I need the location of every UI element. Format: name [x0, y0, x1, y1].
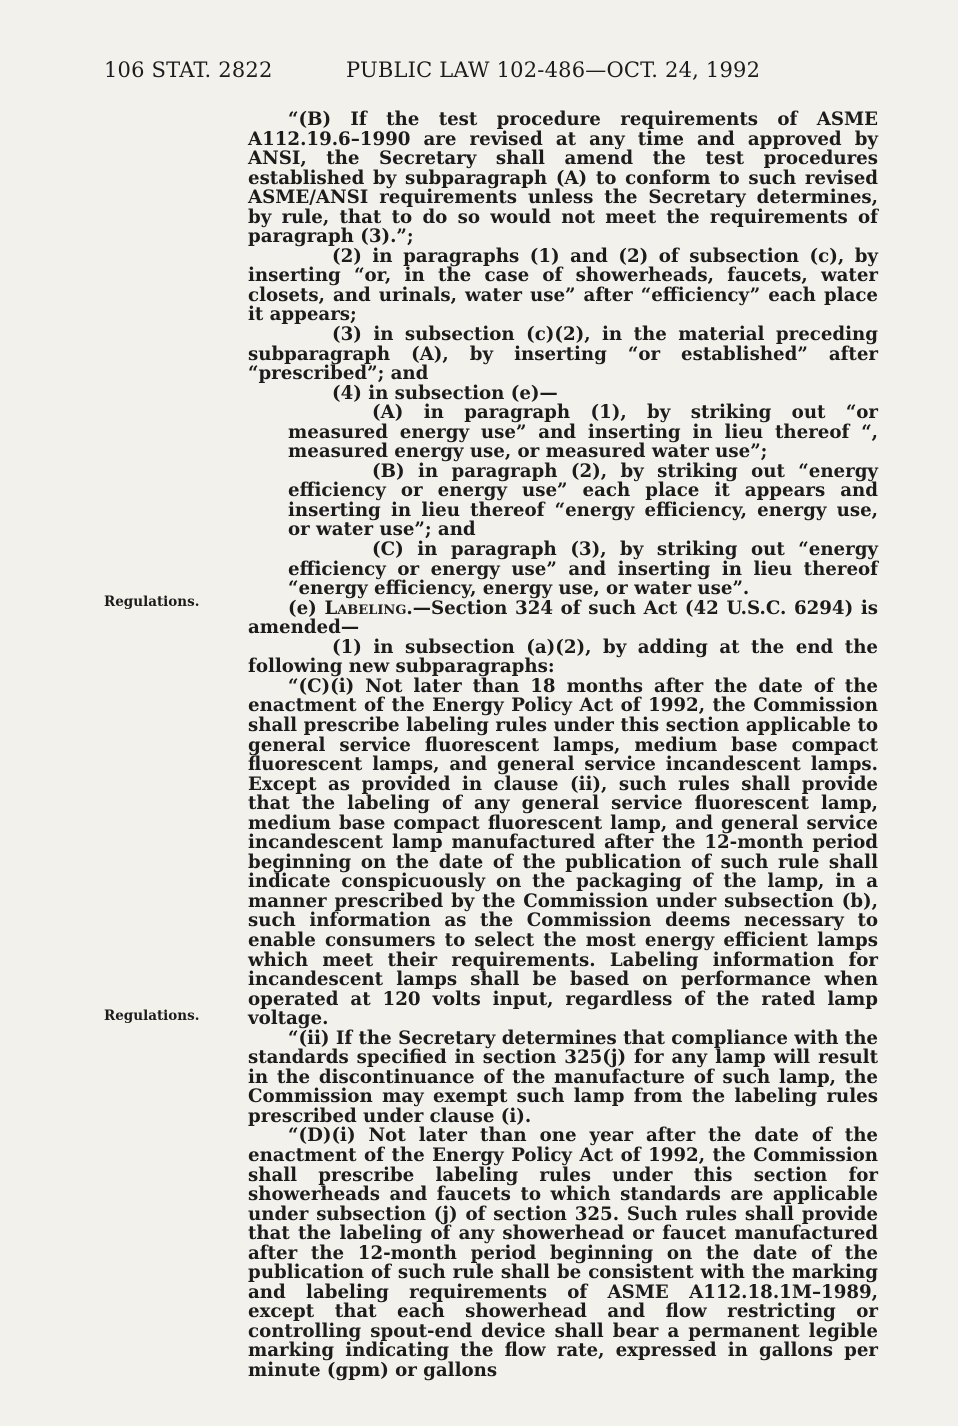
subparagraph-c-ii: “(ii) If the Secretary determines that compliance with the standards specified in section 325(j) for any lamp will result in the discontinuance of the manufacture of such lamp, the Commission may exempt such lamp from the labeling rules prescribed under clause (i). [248, 1027, 878, 1127]
page-header [104, 58, 884, 94]
section-e-prefix: (e) [288, 597, 325, 619]
margin-note-regulations: Regulations. [104, 594, 200, 610]
public-law-date: PUBLIC LAW 102-486—OCT. 24, 1992 [346, 58, 761, 82]
subparagraph-c: (C) in paragraph (3), by striking out “energy efficiency or energy use” and inserting in lieu thereof “energy efficiency, energy use, or water use”. [288, 539, 878, 600]
paragraph-3: (3) in subsection (c)(2), in the material preceding subparagraph (A), by inserting “or established” after “prescribed”; and [248, 324, 878, 385]
paragraph-2: (2) in paragraphs (1) and (2) of subsection (c), by inserting “or, in the case of showerheads, faucets, water closets, and urinals, water use” after “efficiency” each place it appears; [248, 245, 878, 326]
paragraph-4: (4) in subsection (e)— [332, 382, 558, 404]
stat-citation: 106 STAT. 2822 [104, 58, 273, 82]
subparagraph-a: (A) in paragraph (1), by striking out “or measured energy use” and inserting in lieu thereof “, measured energy use, or measured water use”; [288, 402, 878, 463]
margin-note-regulations: Regulations. [104, 1008, 200, 1024]
section-e-caption: Labeling [324, 597, 407, 619]
paragraph-b-test-procedure: “(B) If the test procedure requirements of ASME A112.19.6–1990 are revised at any time and approved by ANSI, the Secretary shall amend the test procedures established by subparagraph (A) to conform to such revised ASME/ANSI requirements unless the Secretary determines, by rule, that to do so would not meet the requirements of paragraph (3).”; [248, 109, 878, 248]
section-e-text: Section 324 of such Act (42 U.S.C. 6294) is amended— [248, 597, 878, 639]
subparagraph-d-i: “(D)(i) Not later than one year after the date of the enactment of the Energy Policy Act of 1992, the Commission shall prescribe labeling rules under this section for showerheads and faucets to which standards are applicable under subsection (j) of section 325. Such rules shall provide that the labeling of any showerhead or faucet manufactured after the 12-month period beginning on the date of the publication of such rule shall be consistent with the marking and labeling requirements of ASME A112.18.1M–1989, except that each showerhead and flow restricting or controlling spout-end device shall bear a permanent legible marking indicating the flow rate, expressed in gallons per minute (gpm) or gallons [248, 1125, 878, 1381]
section-e-dash: .— [406, 597, 431, 619]
body-text [248, 110, 878, 1381]
subparagraph-c-i: “(C)(i) Not later than 18 months after the date of the enactment of the Energy Policy Act of 1992, the Commission shall prescribe labeling rules under this section applicable to general service fluorescent lamps, medium base compact fluorescent lamps, and general service incandescent lamps. Except as provided in clause (ii), such rules shall provide that the labeling of any general service fluorescent lamp, medium base compact fluorescent lamp, and general service incandescent lamp manufactured after the 12-month period beginning on the date of the publication of such rule shall indicate conspicuously on the packaging of the lamp, in a manner prescribed by the Commission under subsection (b), such information as the Commission deems necessary to enable consumers to select the most energy efficient lamps which meet their requirements. Labeling information for incandescent lamps shall be based on performance when operated at 120 volts input, regardless of the rated lamp voltage. [248, 675, 878, 1030]
labeling-paragraph-1: (1) in subsection (a)(2), by adding at the end the following new subparagraphs: [248, 636, 878, 678]
section-e-labeling [248, 599, 878, 638]
subparagraph-b: (B) in paragraph (2), by striking out “energy efficiency or energy use” each place it appears and inserting in lieu thereof “energy efficiency, energy use, or water use”; and [288, 460, 878, 541]
